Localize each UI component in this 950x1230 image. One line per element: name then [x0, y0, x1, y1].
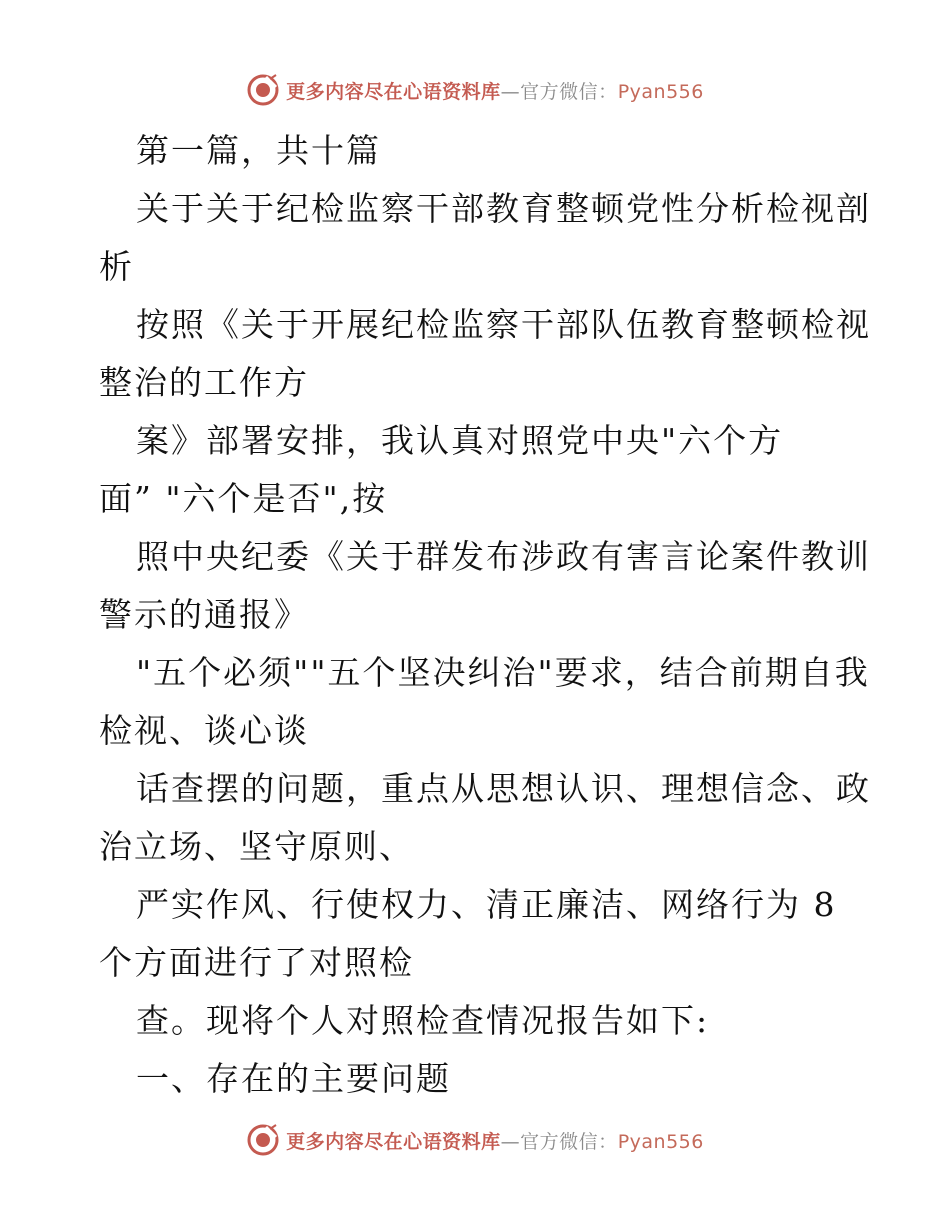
watermark-dash: — [500, 1130, 521, 1153]
watermark-dash: — [500, 80, 521, 103]
doc-line: 个方面进行了对照检 [99, 943, 414, 982]
watermark-contact: 官方微信： [520, 1130, 618, 1153]
doc-line: 析 [99, 247, 134, 286]
watermark-brand: 更多内容尽在心语资料库 [286, 80, 501, 103]
watermark-text [286, 1127, 704, 1154]
doc-line: 严实作风、行使权力、清正廉洁、网络行为 8 [136, 885, 837, 924]
doc-line: "五个必须""五个坚决纠治"要求，结合前期自我 [136, 653, 870, 692]
seal-logo-icon [246, 1123, 280, 1157]
watermark-brand: 更多内容尽在心语资料库 [286, 1130, 501, 1153]
doc-line: 话查摆的问题，重点从思想认识、理想信念、政 [136, 769, 871, 808]
header-watermark [0, 70, 950, 110]
watermark-contact: 官方微信： [520, 80, 618, 103]
footer-watermark [0, 1120, 950, 1160]
doc-line: 整治的工作方 [99, 363, 309, 402]
doc-line: 治立场、坚守原则、 [99, 827, 414, 866]
doc-line: 按照《关于开展纪检监察干部队伍教育整顿检视 [136, 305, 871, 344]
doc-line: 警示的通报》 [99, 595, 309, 634]
doc-line: 面” "六个是否",按 [99, 479, 388, 518]
watermark-id: Pyan556 [617, 1130, 704, 1153]
doc-line: 案》部署安排，我认真对照党中央"六个方 [136, 421, 784, 460]
seal-logo-icon [246, 73, 280, 107]
doc-line: 查。现将个人对照检查情况报告如下: [136, 1001, 710, 1040]
doc-line: 检视、谈心谈 [99, 711, 309, 750]
doc-line: 关于关于纪检监察干部教育整顿党性分析检视剖 [136, 189, 871, 228]
doc-line: 照中央纪委《关于群发布涉政有害言论案件教训 [136, 537, 871, 576]
watermark-text [286, 77, 704, 104]
doc-line: 一、存在的主要问题 [136, 1059, 451, 1098]
document-body [99, 122, 871, 1108]
doc-line: 第一篇，共十篇 [136, 131, 381, 170]
watermark-id: Pyan556 [617, 80, 704, 103]
